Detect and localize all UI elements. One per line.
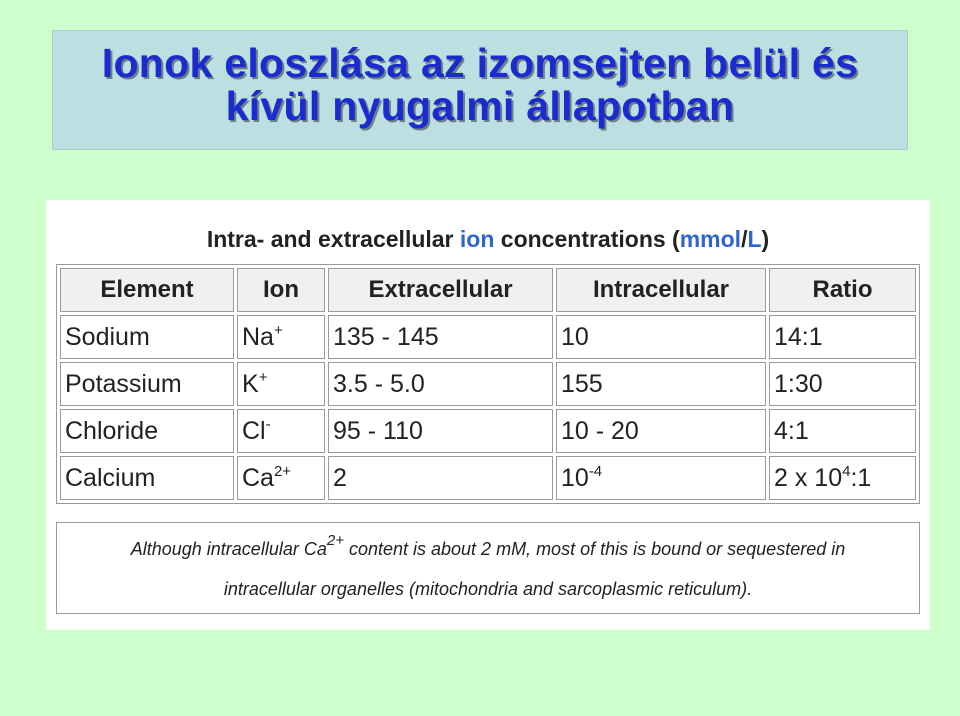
column-header-extracellular: Extracellular [328,268,553,312]
intracellular-cell: 155 [556,362,766,406]
heading-ion: ion [459,226,495,252]
table-row [60,409,916,453]
extracellular-cell: 135 - 145 [328,315,553,359]
table-heading [46,226,930,253]
footnote-sup: 2+ [326,532,344,549]
heading-unit: mmol [679,226,742,252]
ion-cell: K+ [237,362,325,406]
element-cell: Potassium [60,362,234,406]
extracellular-cell: 2 [328,456,553,500]
extracellular-cell: 95 - 110 [328,409,553,453]
ratio-cell: 14:1 [769,315,916,359]
ion-cell: Cl- [237,409,325,453]
column-header-ratio: Ratio [769,268,916,312]
heading-unit2: L [747,226,762,252]
table-image-panel [46,200,930,630]
ratio-cell: 1:30 [769,362,916,406]
table-row [60,362,916,406]
slide-title-box [52,30,908,150]
table-row [60,456,916,500]
table-header-row [60,268,916,312]
slide-title-line1: Ionok eloszlása az izomsejten belül és [101,40,859,86]
ion-cell: Na+ [237,315,325,359]
table-footnote [56,522,920,614]
heading-slash: / [741,226,748,252]
heading-suffix: ) [761,226,770,252]
heading-prefix: Intra- and extracellular [206,226,460,252]
intracellular-cell: $10^{-4}$ [556,456,766,500]
ratio-cell: 4:1 [769,409,916,453]
footnote-line2: intracellular organelles (mitochondria and sarcoplasmic reticulum). [223,579,753,599]
table-row [60,315,916,359]
element-cell: Calcium [60,456,234,500]
extracellular-cell: 3.5 - 5.0 [328,362,553,406]
intracellular-cell: 10 - 20 [556,409,766,453]
column-header-intracellular: Intracellular [556,268,766,312]
ion-cell: $Ca^{2+}$ [237,456,325,500]
footnote-line1-b: content is about 2 mM, most of this is bound or sequestered in [343,539,846,559]
slide-title [53,31,907,128]
element-cell: Sodium [60,315,234,359]
ion-concentration-table [56,264,920,504]
column-header-ion: Ion [237,268,325,312]
footnote-line1-a: Although intracellular Ca [130,539,327,559]
slide-title-line2: kívül nyugalmi állapotban [225,83,735,129]
ratio-cell: 2 x $10^4:1$ [769,456,916,500]
intracellular-cell: 10 [556,315,766,359]
heading-middle: concentrations ( [494,226,680,252]
element-cell: Chloride [60,409,234,453]
column-header-element: Element [60,268,234,312]
